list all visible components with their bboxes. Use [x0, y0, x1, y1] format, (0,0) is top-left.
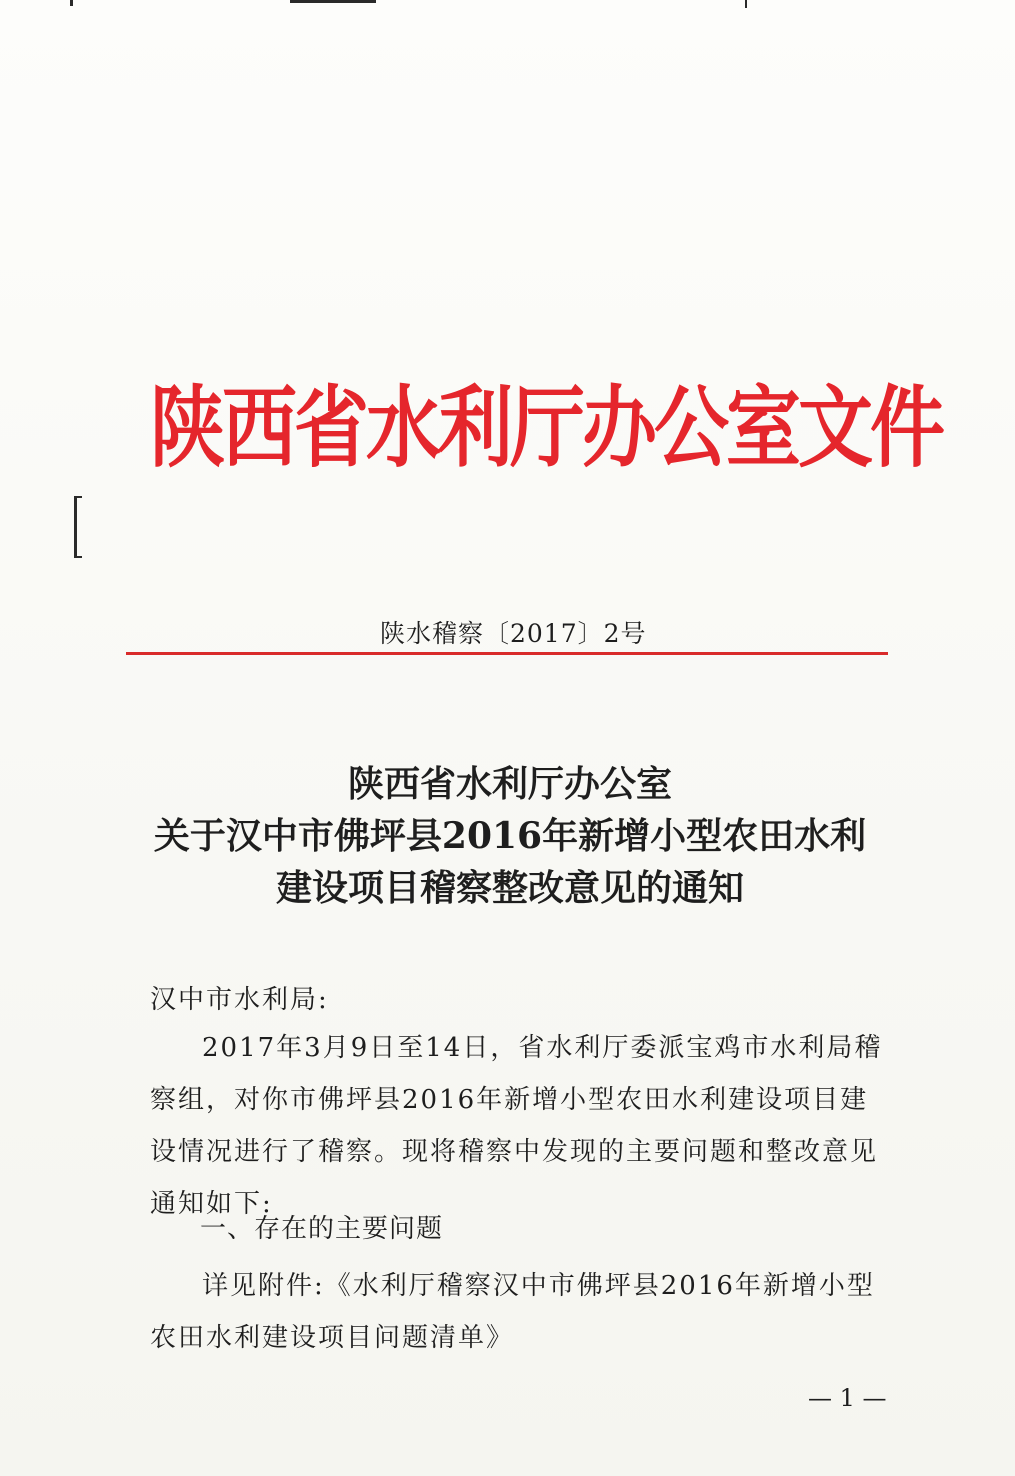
scan-mark — [290, 0, 376, 3]
title-line-1: 陕西省水利厅办公室 — [347, 763, 672, 805]
notice-title — [100, 758, 920, 914]
addressee: 汉中市水利局: — [150, 985, 329, 1015]
issuer-heading: 陕西省水利厅办公室文件 — [150, 375, 943, 480]
document-number: 陕水稽察〔2017〕2号 — [380, 619, 647, 648]
body-paragraph-2: 详见附件:《水利厅稽察汉中市佛坪县2016年新增小型农田水利建设项目问题清单》 — [150, 1271, 875, 1353]
title-line-3: 建设项目稽察整改意见的通知 — [275, 867, 744, 909]
title-line-2: 关于汉中市佛坪县2016年新增小型农田水利 — [153, 815, 867, 857]
scan-mark — [70, 0, 73, 6]
page-number: — 1 — — [808, 1384, 887, 1412]
red-divider-line — [126, 652, 888, 655]
body-paragraph-1: 2017年3月9日至14日，省水利厅委派宝鸡市水利局稽察组，对你市佛坪县2016年新增小型农田水利建设项目建设情况进行了稽察。现将稽察中发现的主要问题和整改意见通知如下: — [150, 1033, 883, 1219]
scan-mark — [745, 0, 747, 8]
section-heading-1: 一、存在的主要问题 — [200, 1214, 444, 1244]
scan-mark — [74, 496, 77, 558]
scan-mark — [74, 556, 82, 558]
scan-mark — [74, 496, 82, 498]
